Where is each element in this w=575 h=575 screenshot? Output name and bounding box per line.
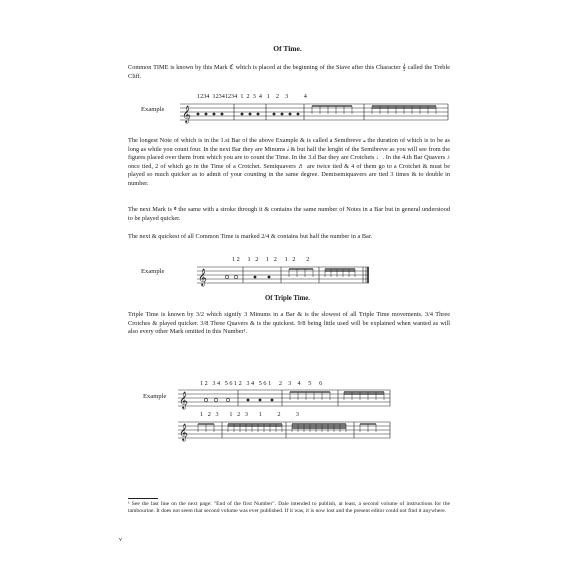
- treble-clef-icon: 𝄞: [182, 107, 191, 123]
- count-numbers-top: 1 2 3 4 5 6 1 2 3 4 5 6 1 2 3 4 5 6: [200, 380, 323, 387]
- music-staff-example-3b: [178, 418, 393, 442]
- count-numbers-bottom: 1 2 3 1 2 3 1 2 3: [200, 411, 299, 418]
- music-staff-example-3a: [178, 386, 393, 410]
- count-numbers: 1234 12341234 1 2 3 4 1 2 3 4: [197, 93, 307, 100]
- count-numbers: 1 2 1 2 1 2 1 2 2: [232, 256, 310, 263]
- example-label: Example: [141, 268, 165, 275]
- paragraph-note-values: The longest Note of which is in the 1.st Bar of the above Example & is called a Semibreve 𝅝 the duration of which is to be as long as while you count four. In the next Bar they are Minums 𝅗𝅥 & but half the lenght of the Semibreve as you will see from the figures placed over them from which you are to count the Time. In the 3.d Bar they are Crotchets ♩. In the 4.th Bar Quavers ♪ once tied, 2 of which go in the Time of a Crotchet. Semiquavers ♬ are twice tied & 4 of them go to a Crotchet & must be played so much quicker as to admit of your counting in the same degree. Demisemiquavers are tied 3 times & to double in number.: [128, 137, 450, 187]
- paragraph-alla-breve: The next Mark is 𝄵 the same with a stroke through it & contains the same number of Notes in a Bar but in general understood to be played quicker.: [128, 206, 450, 222]
- example-label: Example: [141, 106, 165, 113]
- paragraph-triple-time: Triple Time is known by 3/2 which signify 3 Minums in a Bar & is the slowest of all Triple Time movements. 3/4 Three Crotches & played quicker. 3/8 Three Quavers & is the quickest. 9/8 being little used will be explained when wanted as will also every other Mark omitted in this Number¹.: [128, 311, 450, 336]
- footnote: ¹ See the last line on the next page: "End of the first Number". Dale intended to publish, at least, a second volume of instructions for the tambourine. It does not seem that second volume was ever published. If it was, it is now lost and the present editor could not find it anywhere.: [128, 501, 450, 515]
- treble-clef-icon: 𝄞: [198, 270, 207, 286]
- section-heading: Of Time.: [273, 44, 302, 53]
- music-staff-example-1: [180, 100, 450, 124]
- paragraph-common-time: Common TIME is known by this Mark ℭ which is placed at the beginning of the Stave after this Character 𝄞 called the Treble Cliff.: [128, 64, 450, 80]
- music-staff-example-2: [197, 263, 372, 287]
- page-number: v: [119, 537, 122, 543]
- treble-clef-icon: 𝄞: [179, 393, 188, 409]
- subheading-triple-time: Of Triple Time.: [265, 295, 310, 302]
- paragraph-two-four: The next & quickest of all Common Time is marked 2/4 & contains but half the number in a Bar.: [128, 233, 373, 240]
- treble-clef-icon: 𝄞: [179, 425, 188, 441]
- example-label: Example: [143, 393, 167, 400]
- footnote-rule: [128, 498, 158, 499]
